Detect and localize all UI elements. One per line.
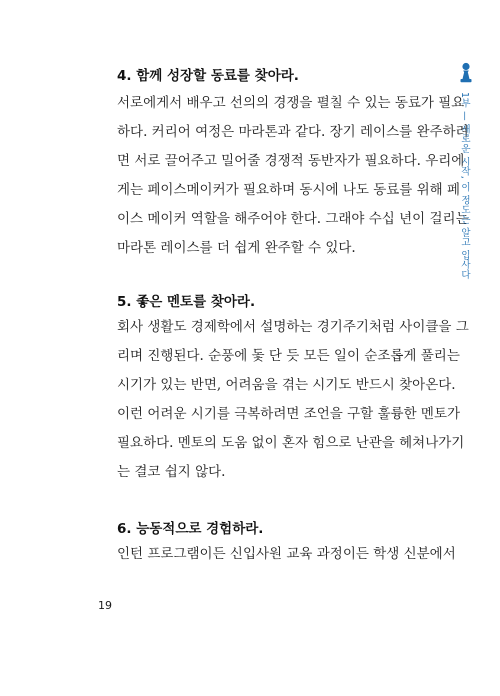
paragraph-line: 이스 메이커 역할을 해주어야 한다. 그래야 수십 년이 걸리는 — [117, 211, 469, 227]
paragraph-line: 필요하다. 멘토의 도움 없이 혼자 힘으로 난관을 헤쳐나가기 — [117, 435, 465, 451]
paragraph-line: 리며 진행된다. 순풍에 돛 단 듯 모든 일이 순조롭게 풀리는 — [117, 348, 460, 364]
section-heading-5: 5. 좋은 멘토를 찾아라. — [117, 294, 256, 310]
running-header-text: 1부 — 새로운 시작, 이 정도는 알고 입사다 — [459, 92, 470, 280]
paragraph-line: 면 서로 끌어주고 밀어줄 경쟁적 동반자가 필요하다. 우리에 — [117, 153, 465, 169]
paragraph-line: 회사 생활도 경제학에서 설명하는 경기주기처럼 사이클을 그 — [117, 319, 469, 335]
paragraph-line: 인턴 프로그램이든 신입사원 교육 과정이든 학생 신분에서 — [117, 546, 456, 562]
paragraph-line: 게는 페이스메이커가 필요하며 동시에 나도 동료를 위해 페 — [117, 182, 461, 198]
paragraph-line: 이런 어려운 시기를 극복하려면 조언을 구할 훌륭한 멘토가 — [117, 406, 461, 422]
paragraph-line: 서로에게서 배우고 선의의 경쟁을 펼칠 수 있는 동료가 필요 — [117, 95, 465, 111]
section-paragraph-6 — [117, 540, 456, 569]
section-paragraph-5 — [117, 313, 469, 487]
page-number: 19 — [98, 599, 112, 612]
paragraph-line: 시기가 있는 반면, 어려움을 겪는 시기도 반드시 찾아온다. — [117, 377, 456, 393]
paragraph-line: 는 결코 쉽지 않다. — [117, 464, 226, 480]
chess-pawn-icon — [458, 62, 474, 88]
paragraph-line: 마라톤 레이스를 더 쉽게 완주할 수 있다. — [117, 240, 356, 256]
paragraph-line: 하다. 커리어 여정은 마라톤과 같다. 장기 레이스를 완주하려 — [117, 124, 469, 140]
side-running-tab — [455, 62, 477, 282]
section-heading-6: 6. 능동적으로 경험하라. — [117, 521, 264, 537]
section-heading-4: 4. 함께 성장할 동료를 찾아라. — [117, 68, 299, 84]
